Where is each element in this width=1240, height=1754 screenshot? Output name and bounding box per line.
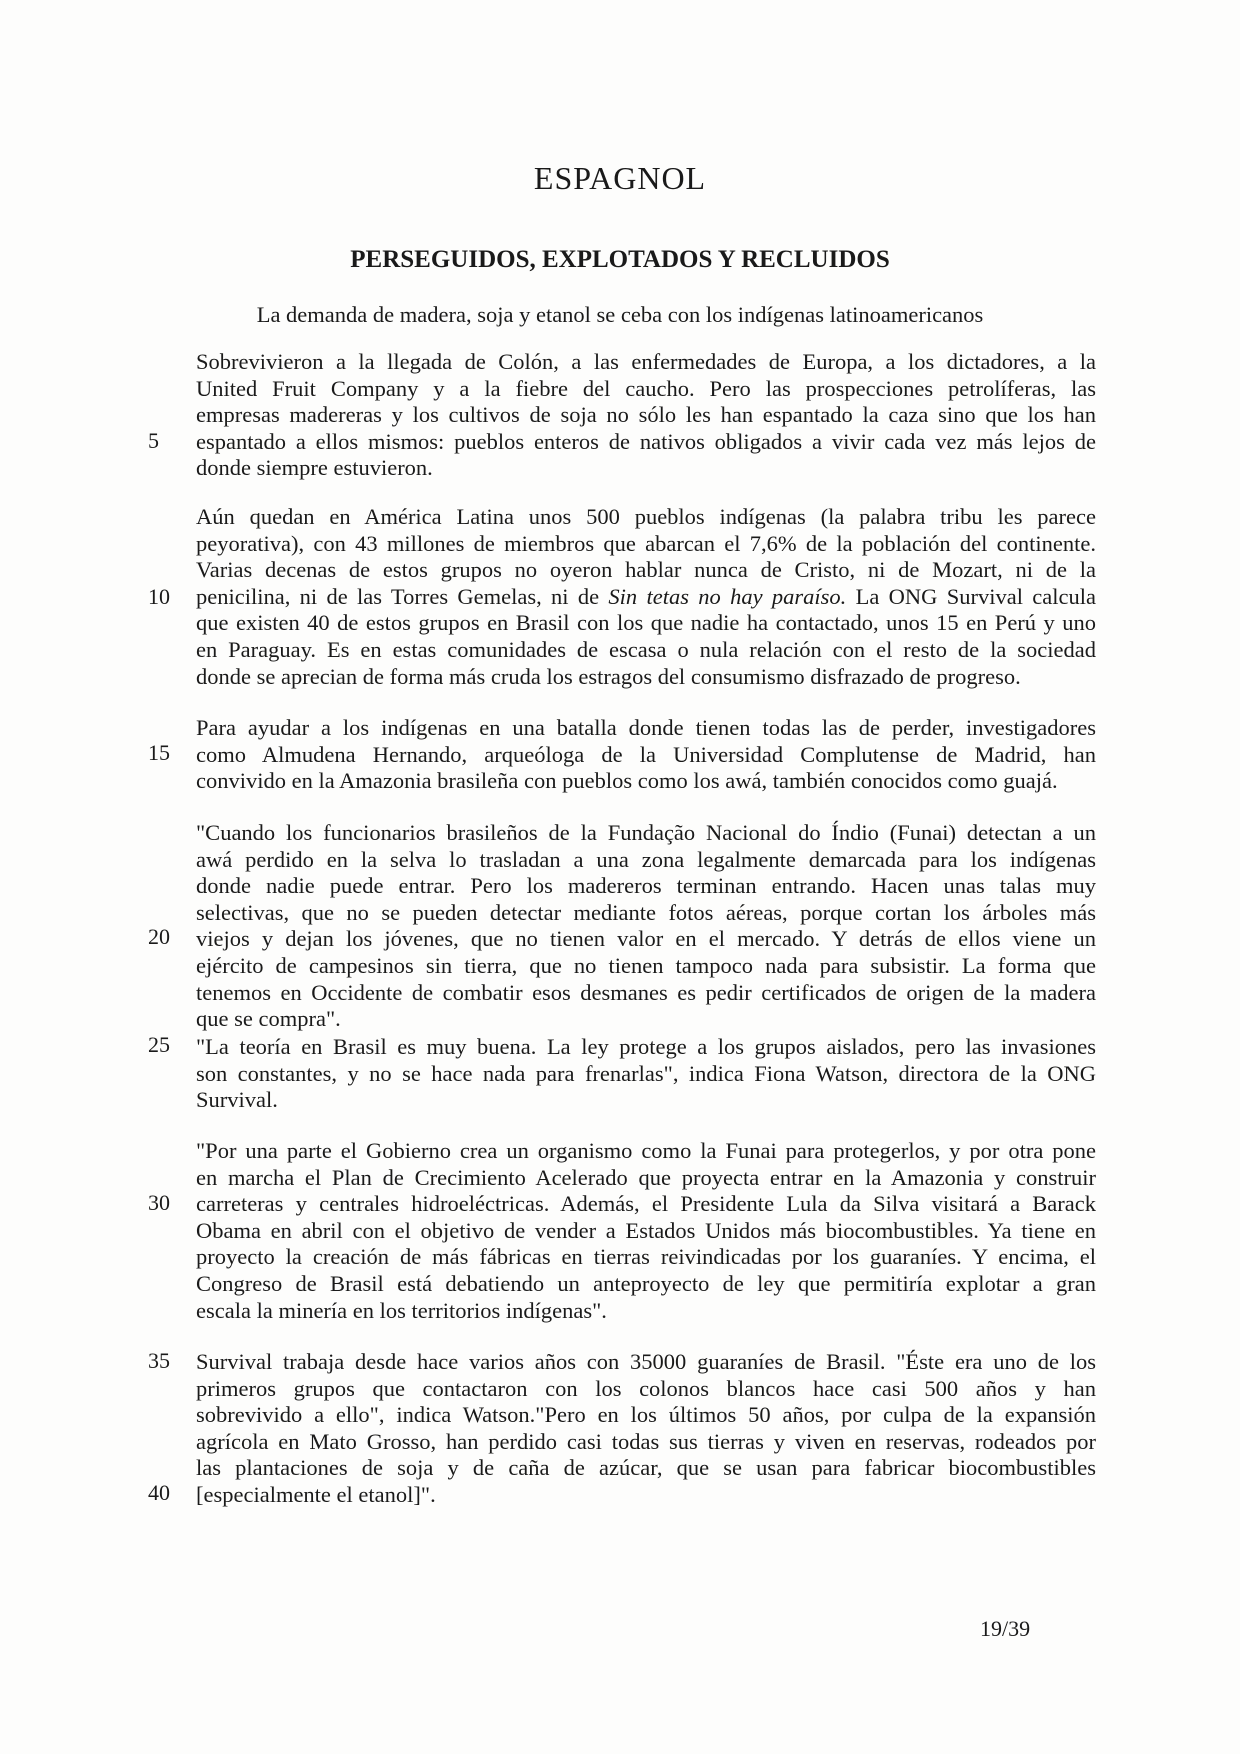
text-line: que se compra". (196, 1006, 341, 1032)
line-number-5: 5 (148, 428, 159, 453)
text-line: viejos y dejan los jóvenes, que no tienen valor en el mercado. Y detrás de ellos viene un (196, 926, 1096, 952)
text-line: Survival trabaja desde hace varios años con 35000 guaraníes de Brasil. "Éste era uno de los (196, 1349, 1096, 1374)
line-number-15: 15 (148, 740, 170, 765)
paragraph-4 (196, 820, 1096, 1058)
text-line: ejército de campesinos sin tierra, que no tienen tampoco nada para subsistir. La forma que (196, 952, 1096, 978)
text-line: sobrevivido a ello", indica Watson."Pero en los últimos 50 años, por culpa de la expansión (196, 1402, 1096, 1428)
paragraph-2 (196, 504, 1096, 715)
paragraph-7 (196, 1349, 1096, 1534)
text-line: tenemos en Occidente de combatir esos desmanes es pedir certificados de origen de la madera (196, 979, 1096, 1005)
paragraph-3 (196, 715, 1096, 820)
text-line: Congreso de Brasil está debatiendo un anteproyecto de ley que permitiría explotar a gran (196, 1270, 1096, 1296)
text-line: donde siempre estuvieron. (196, 455, 433, 481)
line-number-25: 25 (148, 1032, 170, 1057)
section-title: ESPAGNOL (533, 160, 707, 196)
line-number-30: 30 (148, 1190, 170, 1215)
text-line: "Por una parte el Gobierno crea un organismo como la Funai para protegerlos, y por otra pone (196, 1138, 1096, 1163)
text-line-with-italic (196, 584, 1096, 611)
text-line: Varias decenas de estos grupos no oyeron hablar nunca de Cristo, ni de Mozart, ni de la (196, 557, 1096, 583)
text-segment: penicilina, ni de las Torres Gemelas, ni de (196, 583, 609, 609)
paragraph-5 (196, 1034, 1096, 1139)
text-line: proyecto la creación de más fábricas en tierras reivindicadas por los guaraníes. Y encima, el (196, 1244, 1096, 1270)
text-line: las plantaciones de soja y de caña de azúcar, que se usan para fabricar biocombustibles (196, 1455, 1096, 1481)
text-line: peyorativa), con 43 millones de miembros que abarcan el 7,6% de la población del continente. (196, 530, 1096, 556)
article-lead: La demanda de madera, soja y etanol se ceba con los indígenas latinoamericanos (256, 302, 984, 327)
text-line: en Paraguay. Es en estas comunidades de escasa o nula relación con el resto de la sociedad (196, 636, 1096, 662)
text-line: en marcha el Plan de Crecimiento Acelerado que proyecta entrar en la Amazonia y construir (196, 1164, 1096, 1190)
text-line: Para ayudar a los indígenas en una batalla donde tienen todas las de perder, investigadores (196, 715, 1096, 740)
text-line: escala la minería en los territorios indígenas". (196, 1297, 607, 1323)
text-line: agrícola en Mato Grosso, han perdido casi todas sus tierras y viven en reservas, rodeados por (196, 1428, 1096, 1454)
text-line: Sobrevivieron a la llegada de Colón, a las enfermedades de Europa, a los dictadores, a la (196, 349, 1096, 374)
paragraph-1 (196, 349, 1096, 507)
page-number: 19/39 (980, 1616, 1031, 1641)
text-line: donde se aprecian de forma más cruda los estragos del consumismo disfrazado de progreso. (196, 663, 1021, 689)
text-line: [especialmente el etanol]". (196, 1481, 436, 1507)
line-number-10: 10 (148, 584, 170, 609)
text-line: carreteras y centrales hidroeléctricas. Además, el Presidente Lula da Silva visitará a Barack (196, 1191, 1096, 1217)
text-segment: La ONG Survival calcula (846, 583, 1096, 609)
text-line: Survival. (196, 1087, 278, 1113)
article-headline: PERSEGUIDOS, EXPLOTADOS Y RECLUIDOS (350, 246, 890, 273)
line-number-40: 40 (148, 1480, 170, 1505)
text-line: Aún quedan en América Latina unos 500 pueblos indígenas (la palabra tribu les parece (196, 504, 1096, 529)
line-number-35: 35 (148, 1348, 170, 1373)
line-number-20: 20 (148, 924, 170, 949)
text-line: convivido en la Amazonia brasileña con pueblos como los awá, también conocidos como guajá. (196, 768, 1058, 794)
text-line: Obama en abril con el objetivo de vender a Estados Unidos más biocombustibles. Ya tiene en (196, 1217, 1096, 1243)
text-line: primeros grupos que contactaron con los colonos blancos hace casi 500 años y han (196, 1375, 1096, 1401)
text-line: que existen 40 de estos grupos en Brasil con los que nadie ha contactado, unos 15 en Perú y uno (196, 610, 1096, 636)
text-line: donde nadie puede entrar. Pero los madereros terminan entrando. Hacen unas talas muy (196, 873, 1096, 899)
text-line: espantado a ellos mismos: pueblos enteros de nativos obligados a vivir cada vez más lejos de (196, 428, 1096, 454)
text-line: "La teoría en Brasil es muy buena. La ley protege a los grupos aislados, pero las invasiones (196, 1034, 1096, 1059)
text-line: empresas madereras y los cultivos de soja no sólo les han espantado la caza sino que los han (196, 402, 1096, 428)
text-line: "Cuando los funcionarios brasileños de la Fundação Nacional do Índio (Funai) detectan a un (196, 820, 1096, 845)
italic-title: Sin tetas no hay paraíso. (608, 583, 847, 609)
text-line: como Almudena Hernando, arqueóloga de la Universidad Complutense de Madrid, han (196, 741, 1096, 767)
text-line: son constantes, y no se hace nada para frenarlas", indica Fiona Watson, directora de la ONG (196, 1060, 1096, 1086)
paragraph-6 (196, 1138, 1096, 1349)
text-line: awá perdido en la selva lo trasladan a una zona legalmente demarcada para los indígenas (196, 846, 1096, 872)
text-line: selectivas, que no se pueden detectar mediante fotos aéreas, porque cortan los árboles más (196, 899, 1096, 925)
text-line: United Fruit Company y a la fiebre del caucho. Pero las prospecciones petrolíferas, las (196, 375, 1096, 401)
